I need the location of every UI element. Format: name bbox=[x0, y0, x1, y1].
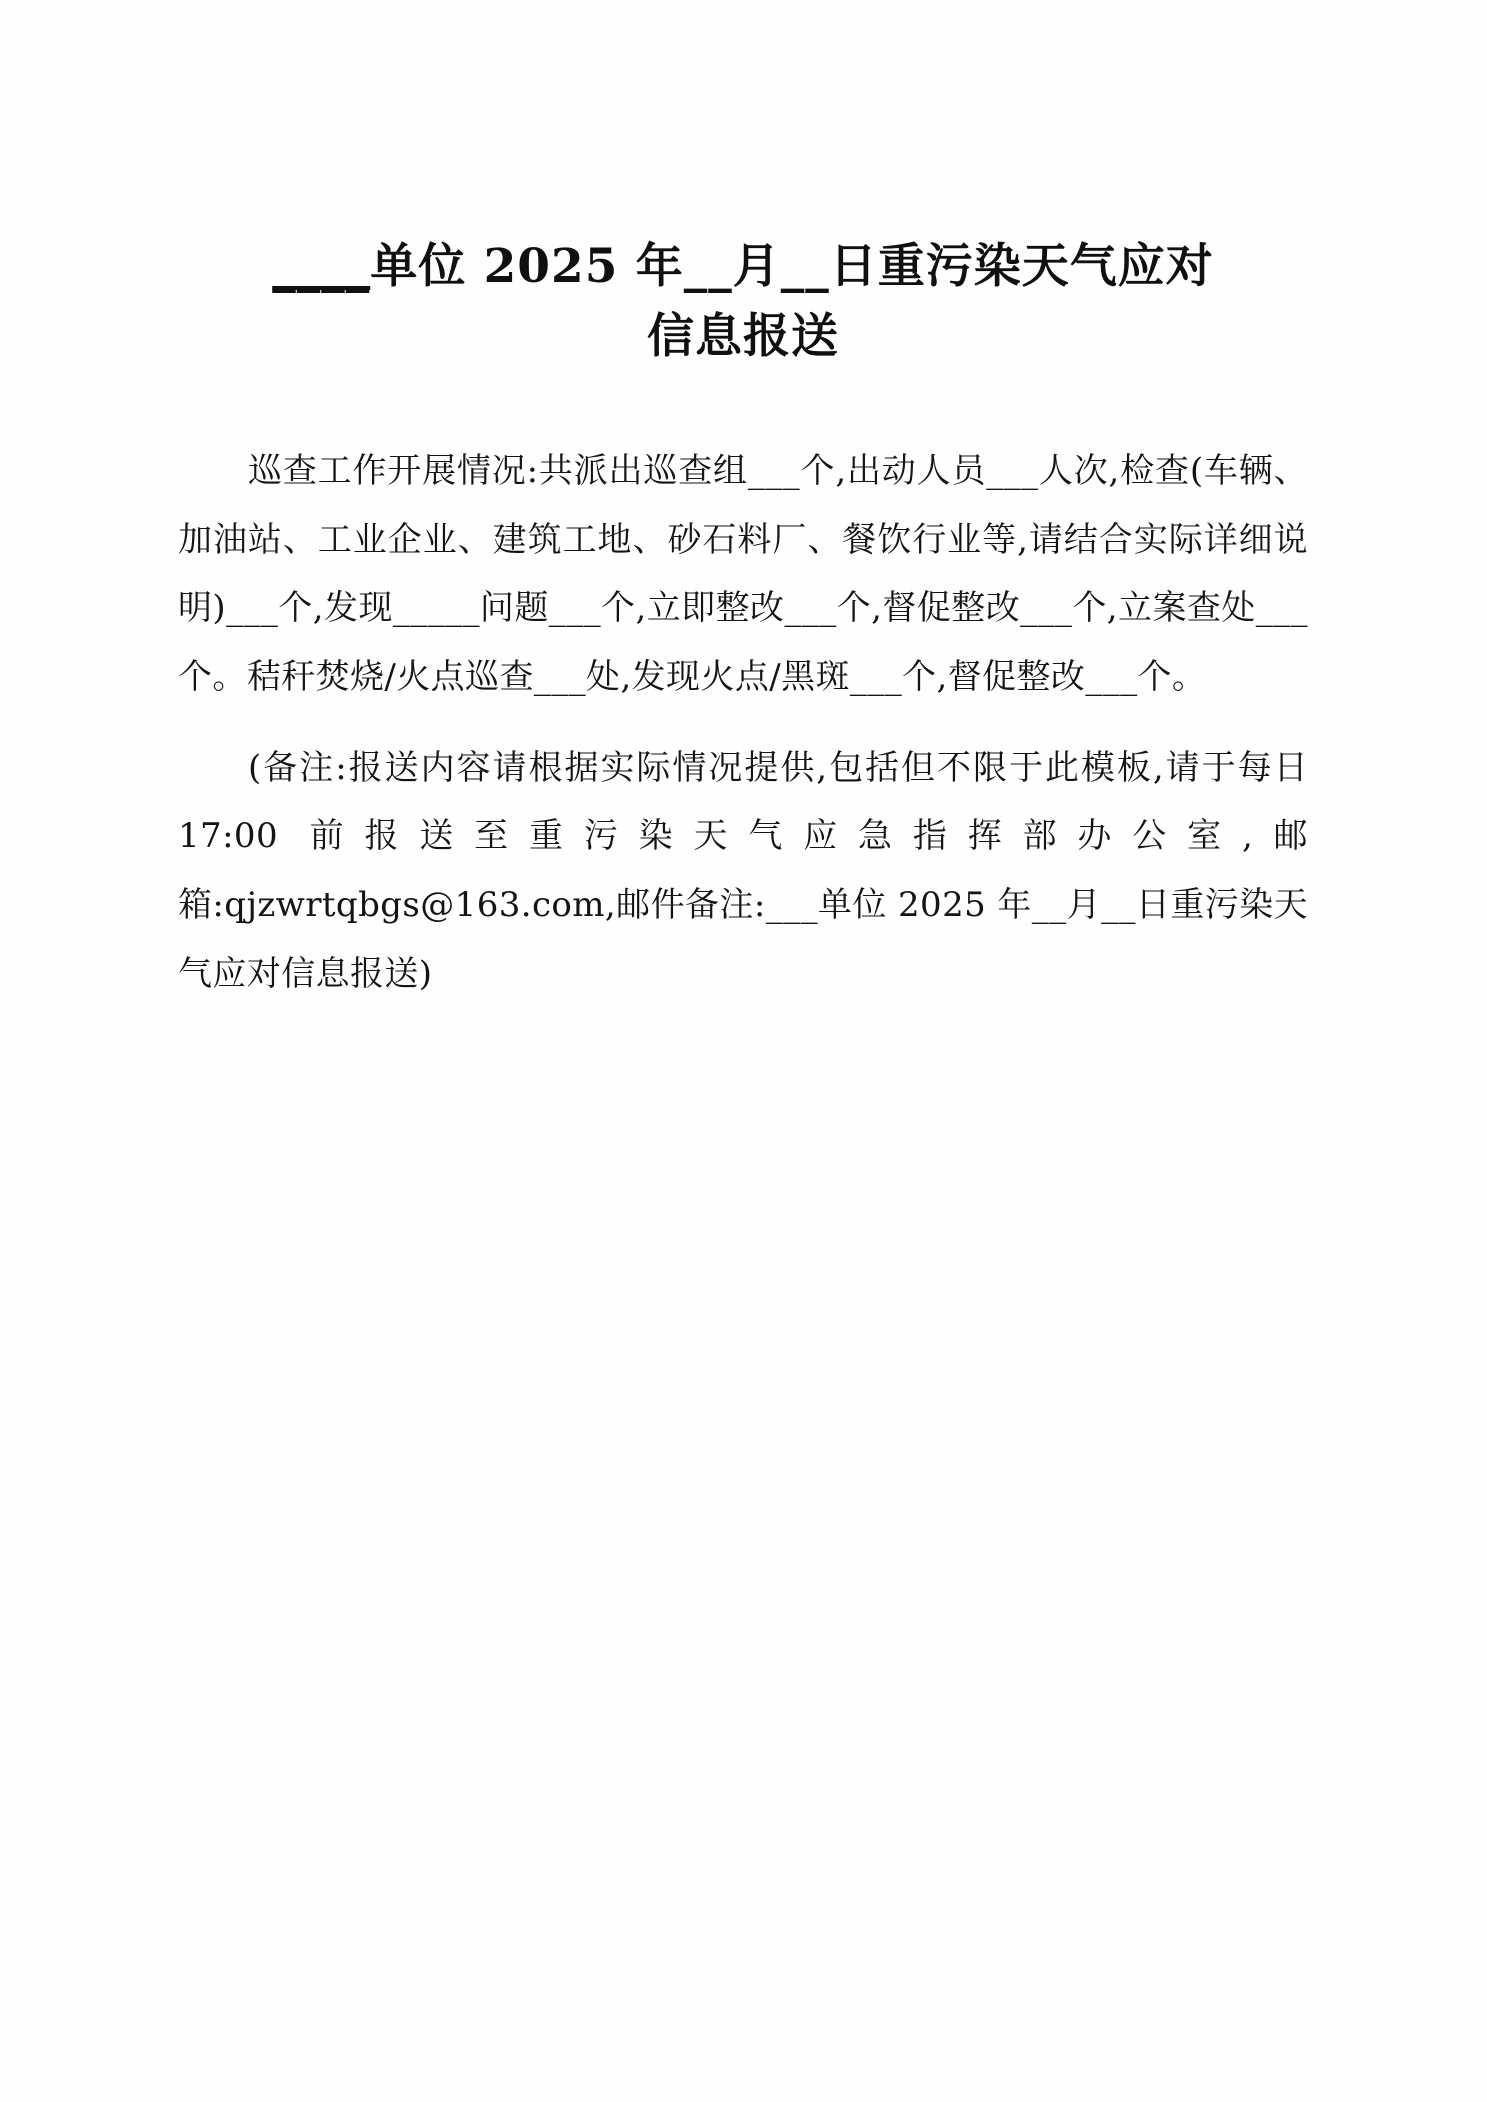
title-line-2: 信息报送 bbox=[647, 308, 839, 364]
document-body bbox=[178, 232, 1308, 1016]
title-line-1 bbox=[178, 232, 1308, 302]
page-title bbox=[178, 232, 1308, 371]
title-line-1-text: 单位 2025 年__月__日重污染天气应对 bbox=[370, 239, 1214, 294]
title-unit-blank: ____ bbox=[272, 239, 371, 294]
document-content bbox=[178, 437, 1308, 1008]
paragraph-inspection-text: 巡查工作开展情况:共派出巡查组___个,出动人员___人次,检查(车辆、加油站、工业企业、建筑工地、砂石料厂、餐饮行业等,请结合实际详细说明)___个,发现_____问题___个,立即整改___个,督促整改___个,立案查处___个。秸秆焚烧/火点巡查___处,发现火点/黑斑___个,督促整改___个。 bbox=[178, 451, 1308, 698]
paragraph-remark bbox=[178, 734, 1308, 1009]
paragraph-remark-text: (备注:报送内容请根据实际情况提供,包括但不限于此模板,请于每日 17:00 前报送至重污染天气应急指挥部办公室,邮箱:qjzwrtqbgs@163.com,邮件备注:___单位 2025 年__月__日重污染天气应对信息报送) bbox=[178, 747, 1308, 994]
paragraph-inspection-summary bbox=[178, 437, 1308, 712]
